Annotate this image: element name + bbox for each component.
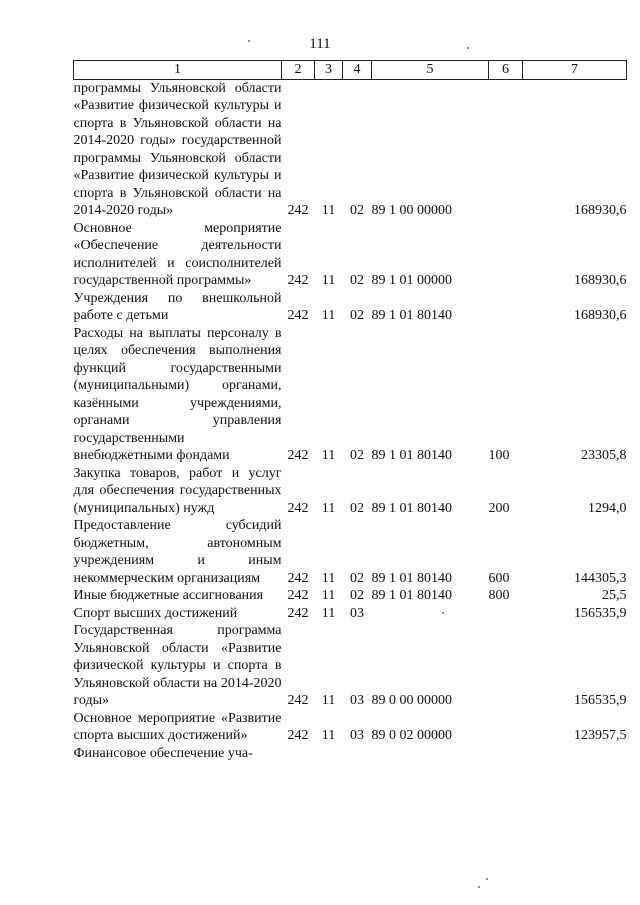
expense-type-cell: 600 <box>488 570 510 586</box>
subsection-cell: 02 <box>350 570 364 586</box>
section-cell: 11 <box>321 605 336 621</box>
section-cell: 11 <box>321 588 336 603</box>
scan-speck <box>248 40 250 42</box>
row-name-cell: программы Ульяновской области «Развитие физической культуры и спорта в Ульяновской области на 2014-2020 годы» государственной программы Ульяновской области «Развитие физической культуры и спорта в Ульяновской области на 2014-2020 годы» <box>73 80 282 218</box>
target-article-cell: 89 0 02 00000 <box>371 728 452 743</box>
subsection-cell: 03 <box>350 693 364 708</box>
subsection-cell: 02 <box>350 203 364 218</box>
subsection-cell: 03 <box>350 728 364 743</box>
grbs-cell: 242 <box>287 500 309 516</box>
table-row <box>74 290 627 325</box>
amount-cell: 168930,6 <box>574 308 627 323</box>
table-row <box>74 587 627 605</box>
expense-type-cell: 800 <box>488 588 510 603</box>
grbs-cell: 242 <box>287 203 309 218</box>
section-cell: 11 <box>321 728 336 743</box>
subsection-cell: 02 <box>350 500 364 516</box>
column-header: 3 <box>315 61 343 80</box>
grbs-cell: 242 <box>287 605 309 621</box>
target-article-cell: 89 1 00 00000 <box>371 203 452 218</box>
expense-type-cell: 200 <box>488 500 510 516</box>
row-name-cell: Иные бюджетные ассигнования <box>73 588 264 603</box>
row-name-cell: Закупка товаров, работ и услуг для обеспечения государственных (муниципальных) нужд <box>73 465 282 516</box>
section-cell: 11 <box>321 570 336 586</box>
row-name-cell: Предоставление субсидий бюджетным, автономным учреждениям и иным некоммерческим организациям <box>73 518 282 586</box>
column-header: 4 <box>343 61 372 80</box>
row-name-cell: Расходы на выплаты персоналу в целях обеспечения выполнения функций государственными (муниципальными) органами, казёнными учреждениями, органами управления государственными внебюджетными фондами <box>73 325 282 463</box>
grbs-cell: 242 <box>287 308 309 323</box>
subsection-cell: 02 <box>350 308 364 323</box>
scan-speck <box>486 878 488 880</box>
row-name-cell: Основное мероприятие «Обеспечение деятельности исполнителей и соисполнителей государственной программы» <box>73 220 282 288</box>
table-body <box>74 79 627 762</box>
scan-speck <box>478 886 480 888</box>
subsection-cell: 02 <box>350 448 364 463</box>
section-cell: 11 <box>321 273 336 288</box>
amount-cell: 168930,6 <box>574 273 627 288</box>
subsection-cell: 03 <box>350 605 364 621</box>
target-article-cell: 89 1 01 80140 <box>371 308 452 323</box>
amount-cell: 123957,5 <box>574 728 627 743</box>
expense-type-cell <box>489 710 523 745</box>
expense-type-cell <box>489 290 523 325</box>
scan-speck <box>442 612 444 614</box>
amount-cell: 23305,8 <box>581 448 627 463</box>
column-header: 6 <box>489 61 523 80</box>
expense-type-cell <box>489 79 523 220</box>
grbs-cell <box>282 745 315 763</box>
section-cell: 11 <box>321 500 336 516</box>
amount-cell: 156535,9 <box>574 693 627 708</box>
table-row <box>74 622 627 710</box>
column-header: 7 <box>523 61 627 80</box>
column-header: 5 <box>372 61 489 80</box>
row-name-cell: Спорт высших достижений <box>73 605 238 621</box>
amount-cell: 1294,0 <box>588 500 627 516</box>
expense-type-cell <box>489 220 523 290</box>
row-name-cell: Учреждения по внешкольной работе с детьми <box>73 290 282 323</box>
table-header <box>74 61 627 80</box>
row-name-cell: Основное мероприятие «Развитие спорта высших достижений» <box>73 710 282 743</box>
section-cell: 11 <box>321 203 336 218</box>
column-header: 1 <box>74 61 282 80</box>
grbs-cell: 242 <box>287 693 309 708</box>
column-header: 2 <box>282 61 315 80</box>
amount-cell: 156535,9 <box>574 605 627 621</box>
amount-cell <box>523 745 627 763</box>
subsection-cell <box>343 745 372 763</box>
target-article-cell <box>372 745 489 763</box>
grbs-cell: 242 <box>287 273 309 288</box>
grbs-cell: 242 <box>287 570 309 586</box>
target-article-cell: 89 1 01 80140 <box>371 570 452 586</box>
budget-table <box>73 60 627 762</box>
row-name-cell: Финансовое обеспечение уча- <box>73 745 253 761</box>
section-cell <box>315 745 343 763</box>
grbs-cell: 242 <box>287 588 309 603</box>
expense-type-cell: 100 <box>488 448 510 463</box>
amount-cell: 25,5 <box>602 588 627 603</box>
amount-cell: 144305,3 <box>574 570 627 586</box>
table-row <box>74 605 627 623</box>
target-article-cell: 89 1 01 80140 <box>371 448 452 463</box>
section-cell: 11 <box>321 448 336 463</box>
table-row <box>74 710 627 745</box>
table-row <box>74 79 627 220</box>
target-article-cell: 89 1 01 80140 <box>371 500 452 516</box>
table-row <box>74 465 627 518</box>
grbs-cell: 242 <box>287 728 309 743</box>
amount-cell: 168930,6 <box>574 203 627 218</box>
section-cell: 11 <box>321 693 336 708</box>
row-name-cell: Государственная программа Ульяновской области «Развитие физической культуры и спорта в Ульяновской области на 2014-2020 годы» <box>73 623 282 708</box>
table-row <box>74 220 627 290</box>
subsection-cell: 02 <box>350 273 364 288</box>
page-number: 111 <box>309 36 331 52</box>
target-article-cell: 89 0 00 00000 <box>371 693 452 708</box>
scan-speck <box>467 47 469 49</box>
expense-type-cell <box>489 745 523 763</box>
header-row <box>74 61 627 80</box>
table-row <box>74 517 627 587</box>
table-row <box>74 745 627 763</box>
subsection-cell: 02 <box>350 588 364 603</box>
grbs-cell: 242 <box>287 448 309 463</box>
target-article-cell: 89 1 01 80140 <box>371 588 452 603</box>
expense-type-cell <box>489 605 523 623</box>
target-article-cell: 89 1 01 00000 <box>371 273 452 288</box>
section-cell: 11 <box>321 308 336 323</box>
target-article-cell <box>372 605 489 623</box>
expense-type-cell <box>489 622 523 710</box>
table-row <box>74 325 627 465</box>
